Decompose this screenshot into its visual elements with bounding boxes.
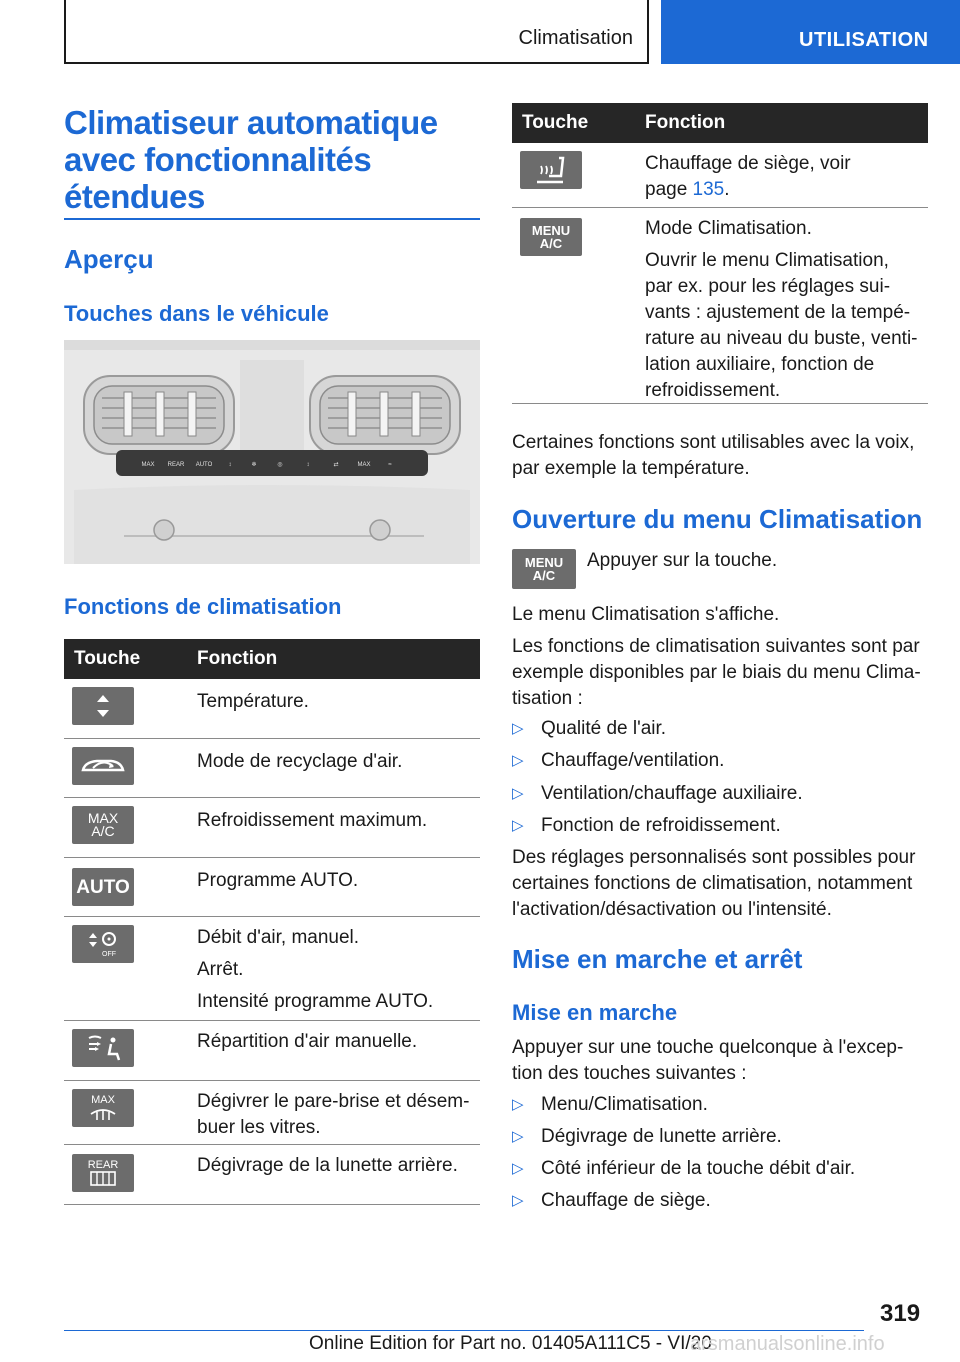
reglages-paragraph [512, 845, 915, 923]
fan-key-icon [72, 925, 134, 963]
table-row [512, 143, 928, 208]
table-header [64, 639, 480, 679]
function-text: Mode de recyclage d'air. [197, 751, 403, 772]
page-number: 319 [880, 1300, 921, 1327]
functions-table-continued [512, 103, 928, 404]
function-text: Programme AUTO. [197, 870, 359, 891]
bullet-icon: ▷ [512, 1096, 524, 1113]
air-distribution-key-icon [72, 1029, 134, 1067]
svg-text:OFF: OFF [102, 951, 116, 958]
function-text: Température. [197, 691, 309, 712]
heading-ouverture: Ouverture du menu Climatisation [512, 504, 923, 534]
svg-text:MAX: MAX [91, 1094, 115, 1106]
function-text: Dégivrage de la lunette arrière. [197, 1155, 458, 1176]
table-row [64, 858, 480, 917]
recirculation-key-icon [72, 747, 134, 785]
bullet-icon: ▷ [512, 1128, 524, 1145]
svg-text:≈: ≈ [388, 462, 392, 468]
text-line: Certaines fonctions sont utilisables avec la voix, [512, 432, 915, 453]
text-line: Des réglages personnalisés sont possibles pour [512, 847, 916, 868]
svg-text:⇄: ⇄ [333, 462, 339, 468]
table-row [64, 1021, 480, 1081]
text-line: Les fonctions de climatisation suivantes sont par [512, 636, 920, 657]
heading-apercu: Aperçu [64, 244, 154, 274]
max-ac-key-icon: MAX A/C [72, 806, 134, 844]
function-text: refroidissement. [645, 380, 781, 401]
svg-text:◎: ◎ [277, 462, 283, 468]
max-defrost-key-icon [72, 1089, 134, 1127]
text-line: tisation : [512, 688, 583, 709]
header-chapter-tab [661, 0, 960, 64]
climate-panel-photo [64, 340, 480, 564]
text-line: par exemple la température. [512, 458, 750, 479]
table-header [512, 103, 928, 143]
table-row [64, 679, 480, 739]
seat-heating-key-icon [520, 151, 582, 189]
heading-mise-en-marche-arret: Mise en marche et arrêt [512, 944, 803, 974]
watermark: arsmanualsonline.info [690, 1333, 885, 1355]
rear-defrost-key-icon [72, 1154, 134, 1192]
function-text: Arrêt. [197, 959, 244, 980]
appuyer-paragraph [512, 1035, 903, 1087]
text-line: l'activation/désactivation ou l'intensité. [512, 899, 832, 920]
svg-text:↕: ↕ [306, 462, 310, 468]
function-text: buer les vitres. [197, 1117, 321, 1138]
function-text: Mode Climatisation. [645, 218, 812, 239]
bullet-icon: ▷ [512, 720, 524, 737]
text-line: exemple disponibles par le biais du menu Clima- [512, 662, 921, 683]
table-row [64, 1081, 480, 1145]
col-touche: Touche [522, 112, 589, 133]
footer-rule [64, 1330, 864, 1331]
table-row [512, 208, 928, 404]
function-text: . [724, 179, 730, 200]
svg-text:REAR: REAR [167, 462, 185, 468]
text-line: Appuyer sur une touche quelconque à l'excep- [512, 1037, 904, 1058]
function-text: Intensité programme AUTO. [197, 991, 434, 1012]
function-text: Refroidissement maximum. [197, 810, 428, 831]
temp-arrows-key-icon [72, 687, 134, 725]
chapter-title: UTILISATION [799, 29, 929, 51]
text-line: certaines fonctions de climatisation, notamment [512, 873, 913, 894]
section-title: Climatisation [518, 27, 633, 49]
header-left-frame [64, 0, 649, 64]
title-rule [64, 218, 480, 220]
function-text: lation auxiliaire, fonction de [645, 354, 875, 375]
function-text: vants : ajustement de la tempé- [645, 302, 911, 323]
col-fonction: Fonction [197, 648, 278, 669]
bullet-icon: ▷ [512, 785, 524, 802]
svg-text:❄: ❄ [251, 462, 257, 468]
function-text: par ex. pour les réglages sui- [645, 276, 891, 297]
bullet-icon: ▷ [512, 752, 524, 769]
appuyer-text: Appuyer sur la touche. [587, 550, 778, 571]
text-line: tion des touches suivantes : [512, 1063, 747, 1084]
functions-table [64, 639, 480, 1205]
col-fonction: Fonction [645, 112, 726, 133]
heading-mise-en-marche: Mise en marche [512, 1000, 678, 1025]
bullet-icon: ▷ [512, 1160, 524, 1177]
svg-text:MAX: MAX [357, 462, 371, 468]
bullet-icon: ▷ [512, 817, 524, 834]
function-text: page [645, 179, 693, 200]
heading-fonctions: Fonctions de climatisation [64, 594, 342, 619]
function-text: Chauffage de siège, voir [645, 153, 851, 174]
menu-affiche-text: Le menu Climatisation s'affiche. [512, 604, 780, 625]
edition-text: Online Edition for Part no. 01405A111C5 - VI/20 [309, 1333, 712, 1354]
svg-text:AUTO: AUTO [195, 462, 213, 468]
menu-ac-key-icon: MENU A/C [512, 549, 576, 589]
auto-key-icon: AUTO [72, 868, 134, 906]
voice-paragraph [512, 430, 914, 482]
function-text: Ouvrir le menu Climatisation, [645, 250, 889, 271]
function-text: Dégivrer le pare-brise et désem- [197, 1091, 470, 1112]
page-title: Climatiseur automatique avec fonctionnalités étendues [64, 104, 438, 215]
menu-ac-key-icon: MENU A/C [520, 218, 582, 256]
col-touche: Touche [74, 648, 141, 669]
bullet-icon: ▷ [512, 1192, 524, 1209]
fonctions-paragraph [512, 634, 921, 712]
function-text: Débit d'air, manuel. [197, 927, 360, 948]
function-text: Répartition d'air manuelle. [197, 1031, 418, 1052]
svg-text:REAR: REAR [87, 1159, 119, 1171]
page-link-135[interactable]: 135 [692, 179, 725, 200]
function-text: rature au niveau du buste, venti- [645, 328, 918, 349]
table-row [64, 798, 480, 858]
table-row [64, 917, 480, 1021]
heading-touches-vehicule: Touches dans le véhicule [64, 301, 329, 326]
table-row [64, 1145, 480, 1205]
table-row [64, 739, 480, 798]
svg-text:MAX: MAX [141, 462, 155, 468]
svg-text:↕: ↕ [228, 462, 232, 468]
